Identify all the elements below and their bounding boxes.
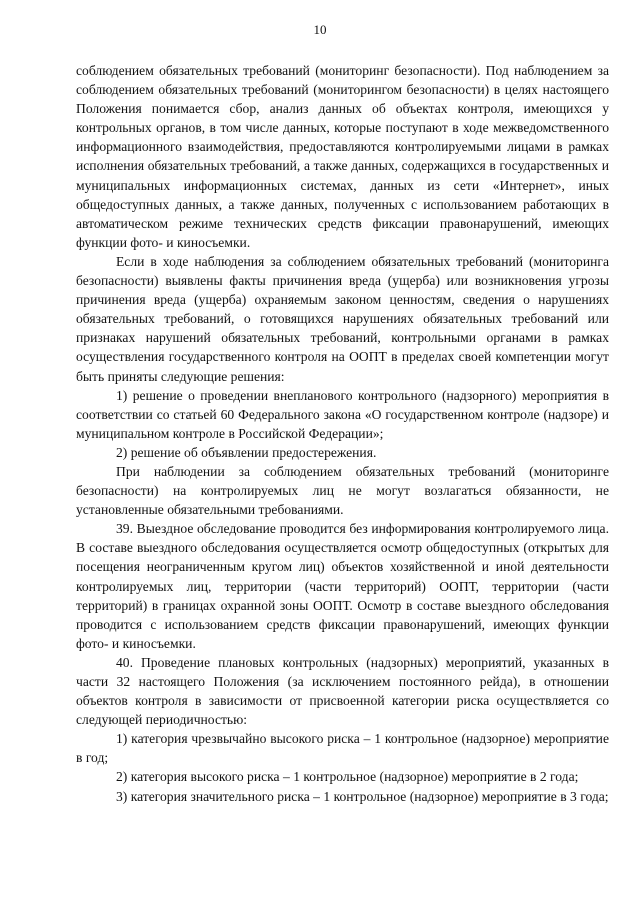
- list-item-warning: 2) решение об объявлении предостережения.: [116, 444, 377, 460]
- paragraph-no-obligations: При наблюдении за соблюдением обязательных требований (мониторинге безопасности) на контролируемых лиц не могут возлагаться обязанности, не установленные обязательными требованиями.: [76, 463, 609, 518]
- list-item-high-risk: 2) категория высокого риска – 1 контрольное (надзорное) мероприятие в 2 года;: [116, 769, 579, 785]
- paragraph-monitoring-findings: Если в ходе наблюдения за соблюдением обязательных требований (мониторинга безопасности) выявлены факты причинения вреда (ущерба) или возникновения угрозы причинения вреда (ущерба) охраняемым законом ценностям, сведения о нарушениях обязательных требований, о готовящихся нарушениях обязательных требований или признаках нарушений обязательных требований, контрольными органами в рамках осуществления государственного контроля на ООПТ в пределах своей компетенции могут быть приняты следующие решения:: [76, 253, 609, 384]
- paragraph-monitoring-definition: соблюдением обязательных требований (мониторинг безопасности). Под наблюдением за соблюдением обязательных требований (мониторингом безопасности) в целях настоящего Положения понимается сбор, анализ данных об объектах контроля, имеющихся у контрольных органов, в том числе данных, которые поступают в ходе межведомственного информационного взаимодействия, предоставляются контролируемыми лицами в рамках исполнения обязательных требований, а также данных, содержащихся в государственных и муниципальных информационных системах, данных из сети «Интернет», иных общедоступных данных, а также данных, полученных с использованием работающих в автоматическом режиме технических средств фиксации правонарушений, имеющих функции фото- и киносъемки.: [76, 63, 609, 250]
- document-body: [76, 61, 609, 806]
- clause-39-field-survey: 39. Выездное обследование проводится без информирования контролируемого лица. В составе выездного обследования осуществляется осмотр общедоступных (открытых для посещения неограниченным кругом лиц) объектов хозяйственной и иной деятельности контролируемых лиц, территории (части территорий) ООПТ, территории (части территорий) в границах охранной зоны ООПТ. Осмотр в составе выездного обследования проводится с использованием средств фиксации правонарушений, имеющих функции фото- и киносъемки.: [76, 521, 609, 651]
- list-item-extremely-high-risk: 1) категория чрезвычайно высокого риска – 1 контрольное (надзорное) мероприятие в год;: [76, 731, 609, 766]
- list-item-unscheduled-inspection: 1) решение о проведении внепланового контрольного (надзорного) мероприятия в соответствии со статьей 60 Федерального закона «О государственном контроле (надзоре) и муниципальном контроле в Российской Федерации»;: [76, 387, 609, 441]
- clause-40-scheduled-events: 40. Проведение плановых контрольных (надзорных) мероприятий, указанных в части 32 настоящего Положения (за исключением постоянного рейда), в отношении объектов контроля в зависимости от присвоенной категории риска осуществляется со следующей периодичностью:: [76, 654, 609, 728]
- page-number: 10: [313, 22, 327, 37]
- list-item-significant-risk: 3) категория значительного риска – 1 контрольное (надзорное) мероприятие в 3 года;: [116, 788, 609, 804]
